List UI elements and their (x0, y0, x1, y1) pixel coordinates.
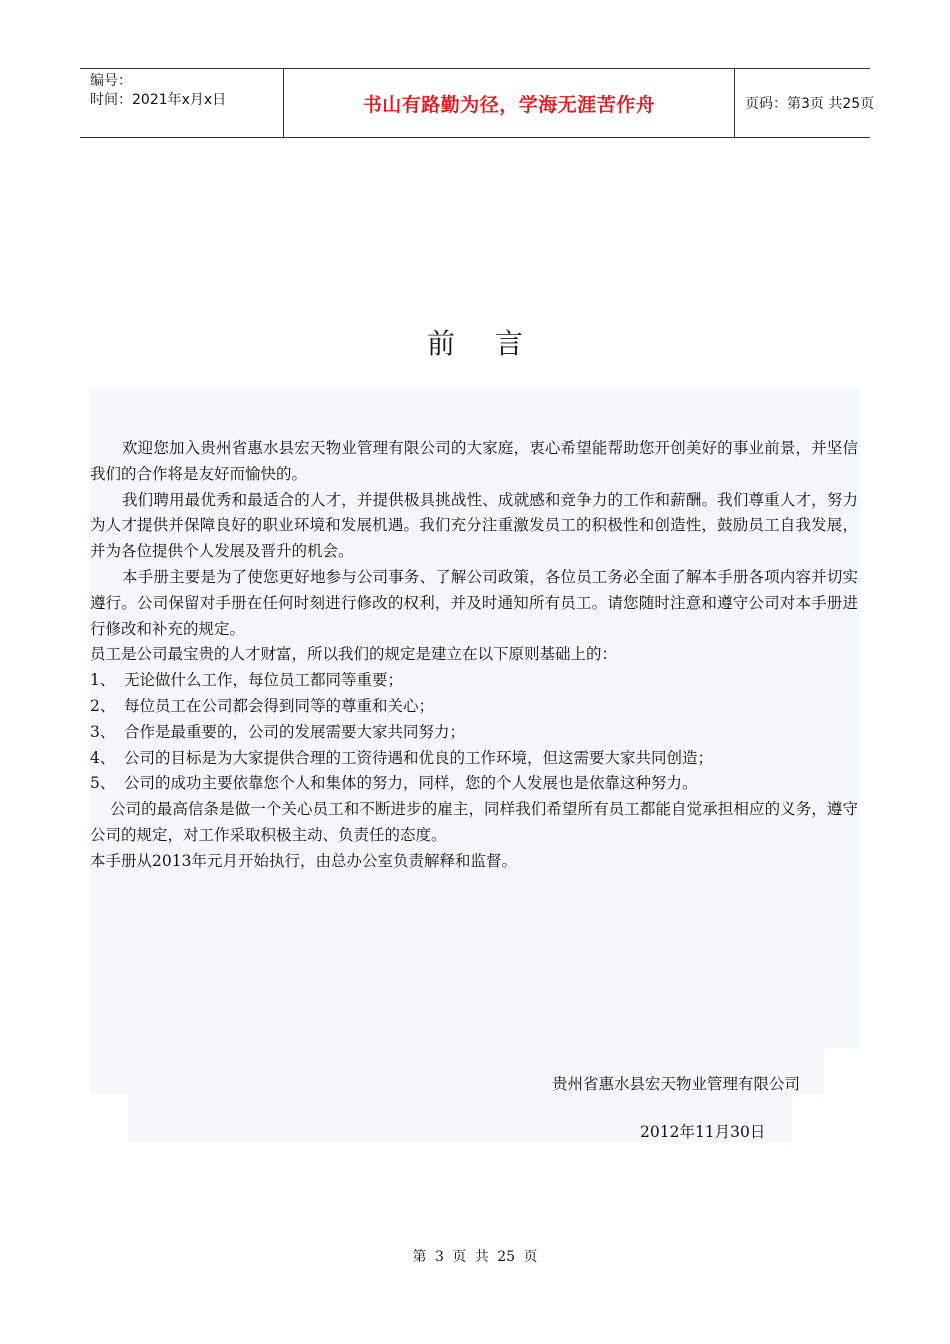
time-label: 时间：2021年x月x日 (90, 92, 227, 108)
list-item-number: 3、 (90, 722, 116, 741)
list-item-text: 公司的目标是为大家提供合理的工资待遇和优良的工作环境，但这需要大家共同创造； (124, 748, 714, 767)
paragraph-company-creed: 公司的最高信条是做一个关心员工和不断进步的雇主，同样我们希望所有员工都能自觉承担相应的义务，遵守公司的规定，对工作采取积极主动、负责任的态度。 (90, 800, 858, 844)
list-item-number: 4、 (90, 748, 116, 767)
document-body (90, 436, 858, 875)
list-item-number: 1、 (90, 671, 116, 690)
list-item (90, 771, 858, 797)
list-item (90, 746, 858, 772)
list-item (90, 720, 858, 746)
page-title: 前言 (426, 327, 563, 360)
paragraph-talent: 我们聘用最优秀和最适合的人才，并提供极具挑战性、成就感和竞争力的工作和薪酬。我们尊重人才，努力为人才提供并保障良好的职业环境和发展机遇。我们充分注重激发员工的积极性和创造性，鼓励员工自我发展，并为各位提供个人发展及晋升的机会。 (90, 490, 858, 561)
list-item-number: 5、 (90, 774, 116, 793)
list-item-number: 2、 (90, 696, 116, 715)
header-info-cell (80, 69, 283, 137)
list-item-text: 无论做什么工作，每位员工都同等重要； (124, 671, 404, 690)
list-item-text: 每位员工在公司都会得到同等的尊重和关心； (124, 696, 435, 715)
list-item (90, 694, 858, 720)
header-table (80, 68, 875, 138)
number-label: 编号： (90, 73, 132, 89)
motto-text: 书山有路勤为径，学海无涯苦作舟 (362, 93, 656, 116)
list-item-text: 合作是最重要的，公司的发展需要大家共同努力； (124, 722, 466, 741)
signature-date: 2012年11月30日 (640, 1123, 766, 1141)
paragraph-handbook-purpose: 本手册主要是为了使您更好地参与公司事务、了解公司政策，各位员工务必全面了解本手册各项内容并切实遵行。公司保留对手册在任何时刻进行修改的权利，并及时通知所有员工。请您随时注意和遵守公司对本手册进行修改和补充的规定。 (90, 567, 858, 638)
paragraph-welcome: 欢迎您加入贵州省惠水县宏天物业管理有限公司的大家庭，衷心希望能帮助您开创美好的事业前景，并坚信我们的合作将是友好而愉快的。 (90, 439, 858, 483)
signature-organization: 贵州省惠水县宏天物业管理有限公司 (552, 1075, 801, 1093)
page-footer: 第 3 页 共 25 页 (412, 1249, 538, 1265)
list-item (90, 668, 858, 694)
motto-cell (283, 69, 735, 137)
page-info-cell (735, 69, 875, 137)
page-info-text: 页码：第3页 共25页 (745, 96, 875, 112)
paragraph-principles-intro: 员工是公司最宝贵的人才财富，所以我们的规定是建立在以下原则基础上的： (90, 645, 618, 664)
list-item-text: 公司的成功主要依靠您个人和集体的努力，同样，您的个人发展也是依靠这种努力。 (124, 774, 698, 793)
paragraph-effective-date: 本手册从2013年元月开始执行，由总办公室负责解释和监督。 (90, 851, 517, 870)
